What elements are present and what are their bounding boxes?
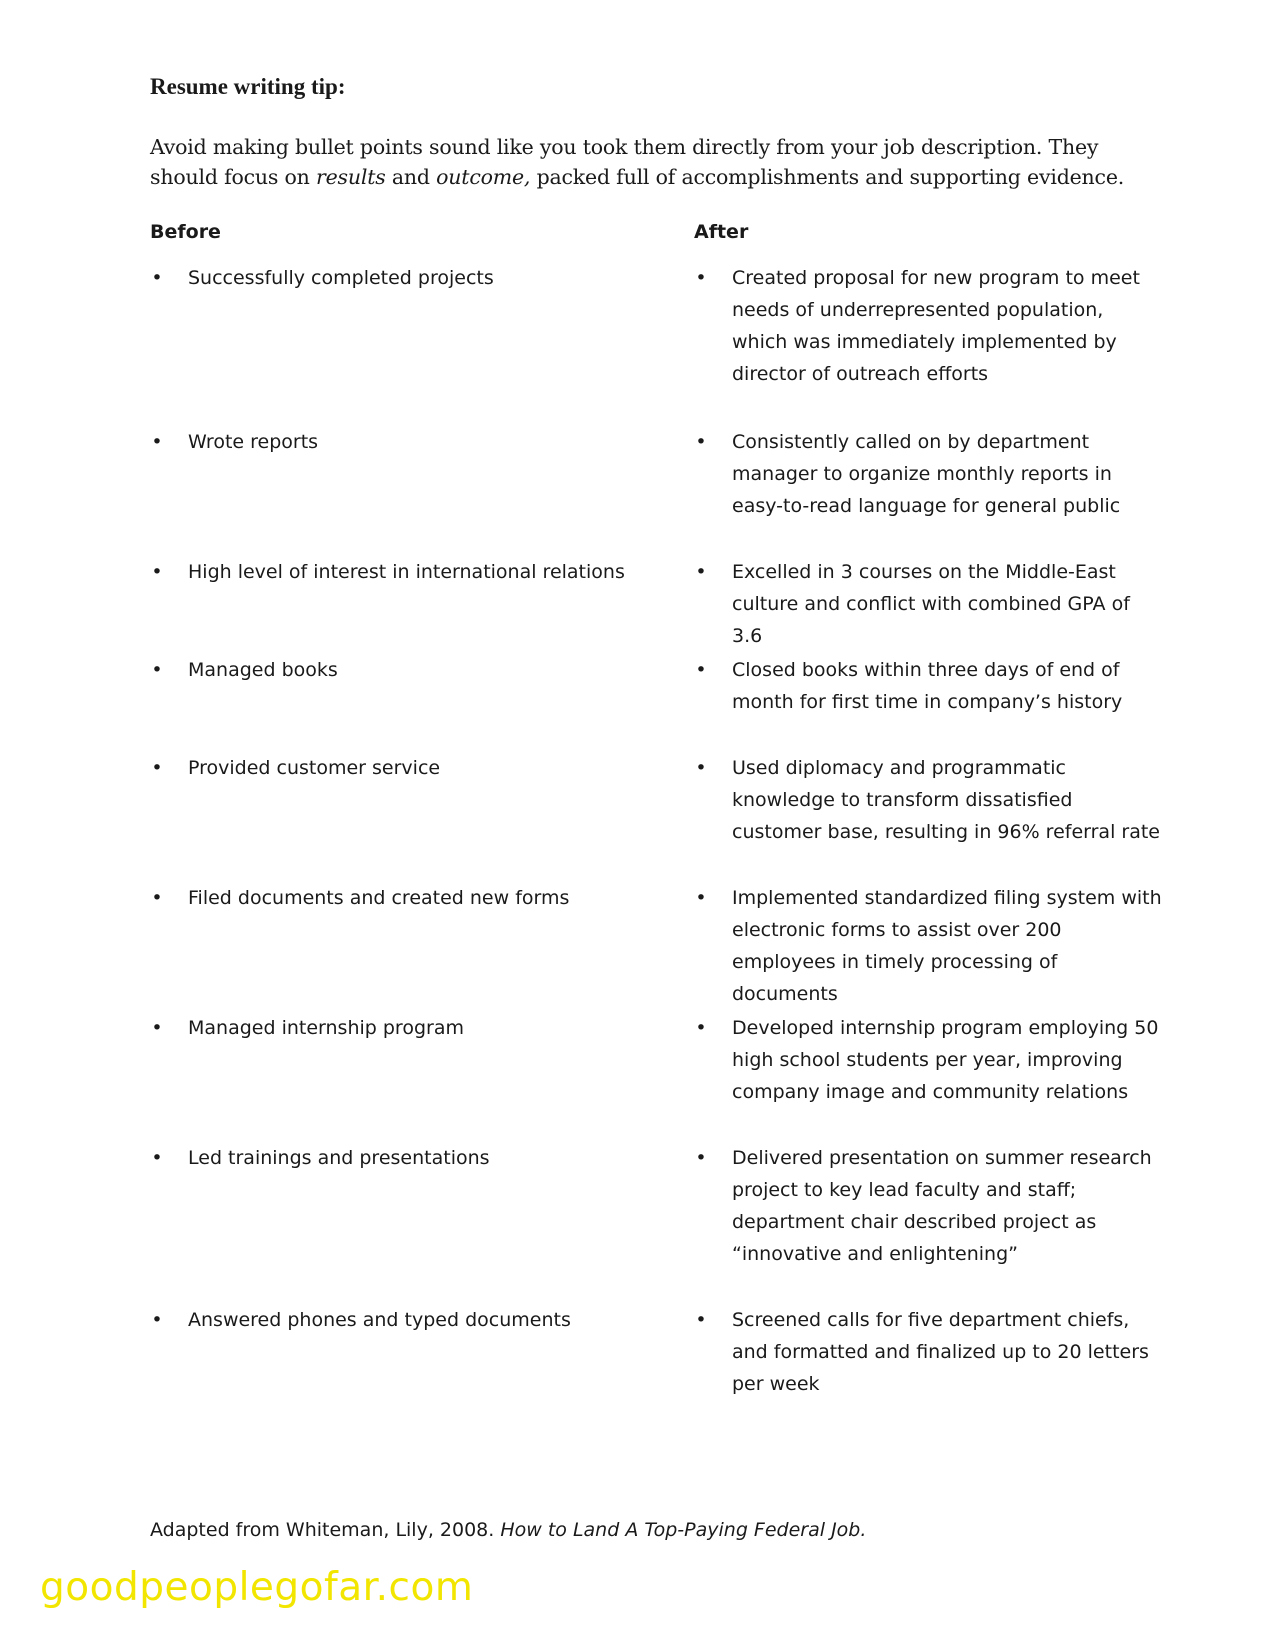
bullet-glyph: • — [151, 659, 163, 681]
before-item-text: Provided customer service — [188, 757, 441, 779]
after-item-text: Excelled in 3 courses on the Middle-East culture and conflict with combined GPA of 3.6 — [732, 561, 1130, 647]
bullet-glyph: • — [695, 431, 707, 453]
bullet-glyph: • — [151, 887, 163, 909]
bullet-glyph: • — [151, 757, 163, 779]
after-item-text: Closed books within three days of end of month for first time in company’s history — [732, 659, 1123, 713]
before-item-text: Managed books — [188, 659, 338, 681]
before-column-header: Before — [150, 221, 221, 243]
tip-heading: Resume writing tip: — [150, 74, 346, 99]
bullet-glyph: • — [151, 431, 163, 453]
bullet-glyph: • — [151, 1309, 163, 1331]
bullet-glyph: • — [151, 267, 163, 289]
intro-and: and — [385, 165, 437, 189]
source-citation — [150, 1519, 866, 1541]
intro-outcome-emphasis: outcome, — [436, 165, 531, 189]
watermark-text: goodpeoplegofar.com — [40, 1565, 474, 1610]
bullet-glyph: • — [695, 659, 707, 681]
intro-text-part1: Avoid making bullet points sound like you took them directly from your job description. They should focus on — [150, 135, 1099, 189]
bullet-glyph: • — [695, 757, 707, 779]
bullet-glyph: • — [695, 1309, 707, 1331]
bullet-glyph: • — [695, 1147, 707, 1169]
bullet-glyph: • — [151, 1017, 163, 1039]
bullet-glyph: • — [151, 1147, 163, 1169]
after-item-text: Created proposal for new program to meet needs of underrepresented population, which was immediately implemented by director of outreach efforts — [732, 267, 1140, 385]
after-item-text: Delivered presentation on summer research project to key lead faculty and staff; department chair described project as “innovative and enlightening” — [732, 1147, 1152, 1265]
citation-prefix: Adapted from Whiteman, Lily, 2008. — [150, 1519, 501, 1541]
bullet-glyph: • — [151, 561, 163, 583]
bullet-glyph: • — [695, 887, 707, 909]
before-item-text: Answered phones and typed documents — [188, 1309, 571, 1331]
before-item-text: Successfully completed projects — [188, 267, 494, 289]
before-item-text: High level of interest in international relations — [188, 561, 625, 583]
bullet-glyph: • — [695, 1017, 707, 1039]
after-item-text: Used diplomacy and programmatic knowledge to transform dissatisfied customer base, resulting in 96% referral rate — [732, 757, 1160, 843]
after-item-text: Consistently called on by department manager to organize monthly reports in easy-to-read language for general public — [732, 431, 1121, 517]
after-column-header: After — [694, 221, 749, 243]
before-item-text: Led trainings and presentations — [188, 1147, 490, 1169]
after-item-text: Screened calls for five department chiefs, and formatted and finalized up to 20 letters per week — [732, 1309, 1149, 1395]
citation-book-title: How to Land A Top-Paying Federal Job. — [500, 1519, 867, 1541]
before-item-text: Managed internship program — [188, 1017, 464, 1039]
intro-text-part2: packed full of accomplishments and supporting evidence. — [530, 165, 1125, 189]
bullet-glyph: • — [695, 561, 707, 583]
bullet-glyph: • — [695, 267, 707, 289]
before-item-text: Wrote reports — [188, 431, 319, 453]
before-item-text: Filed documents and created new forms — [188, 887, 570, 909]
intro-results-emphasis: results — [315, 165, 386, 189]
intro-paragraph — [150, 132, 1160, 192]
after-item-text: Developed internship program employing 50 high school students per year, improving company image and community relations — [732, 1017, 1159, 1103]
after-item-text: Implemented standardized filing system with electronic forms to assist over 200 employees in timely processing of documents — [732, 887, 1162, 1005]
